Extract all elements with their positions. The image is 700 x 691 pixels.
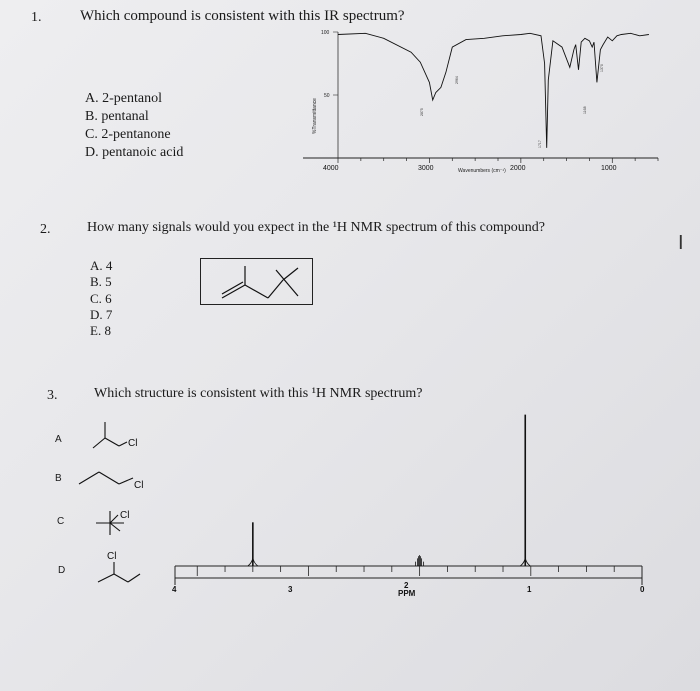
ir-annotation: 1717 xyxy=(538,140,542,148)
q2-skeletal-structure xyxy=(222,266,298,298)
ir-annotation: 2875 xyxy=(420,108,424,116)
ir-annotation: 1370 xyxy=(600,64,604,72)
ir-y-top-label: 100 xyxy=(321,30,330,36)
ir-y-mid-label: 50 xyxy=(324,93,330,99)
ir-annotation: 1168 xyxy=(583,106,587,114)
nmr-x-tick-4: 4 xyxy=(172,585,177,594)
structure-d-cl-label: Cl xyxy=(107,551,117,562)
question-3-text: Which structure is consistent with this ¹H NMR spectrum? xyxy=(94,386,423,401)
q2-options xyxy=(90,258,112,339)
nmr-x-tick-1: 1 xyxy=(527,585,532,594)
ir-x-tick-4000: 4000 xyxy=(323,165,339,172)
q2-option-d: D. 7 xyxy=(90,306,113,322)
q3-structure-c xyxy=(90,505,150,541)
ir-annotation: 2964 xyxy=(455,76,459,84)
structure-a-cl-label: Cl xyxy=(128,438,138,449)
nmr-peaks xyxy=(248,415,530,566)
ir-spectrum-line xyxy=(338,33,649,148)
q3-structure-d xyxy=(90,548,155,588)
q3-choice-d: D xyxy=(58,565,66,576)
ir-x-tick-1000: 1000 xyxy=(601,165,617,172)
text-cursor-icon: I xyxy=(678,232,684,254)
structure-frame xyxy=(201,259,313,305)
ir-y-axis-label: %Transmittance xyxy=(312,98,318,134)
question-3-number: 3. xyxy=(47,388,58,403)
q1-option-a: A. 2-pentanol xyxy=(85,91,162,106)
nmr-spectrum-chart xyxy=(170,400,650,605)
question-2-number: 2. xyxy=(40,222,51,237)
q3-structure-b xyxy=(75,466,155,496)
q1-option-b: B. pentanal xyxy=(85,109,149,124)
nmr-x-tick-3: 3 xyxy=(288,585,293,594)
nmr-x-tick-2: 2 xyxy=(404,581,409,590)
q2-option-c: C. 6 xyxy=(90,290,112,306)
q1-options xyxy=(85,90,183,162)
question-1-text: Which compound is consistent with this IR spectrum? xyxy=(80,8,405,24)
q3-choice-b: B xyxy=(55,473,62,484)
nmr-x-tick-0: 0 xyxy=(640,585,645,594)
question-2-text: How many signals would you expect in the ¹H NMR spectrum of this compound? xyxy=(87,220,545,235)
ir-spectrum-chart xyxy=(312,22,663,177)
q2-structure-box xyxy=(200,258,314,306)
ir-x-tick-3000: 3000 xyxy=(418,165,434,172)
q2-option-b: B. 5 xyxy=(90,274,112,290)
q2-option-e: E. 8 xyxy=(90,323,111,339)
q3-choice-c: C xyxy=(57,516,65,527)
q1-option-c: C. 2-pentanone xyxy=(85,127,171,142)
nmr-ticks xyxy=(197,566,642,576)
nmr-x-axis-label: PPM xyxy=(398,589,416,598)
ir-minor-ticks xyxy=(338,158,658,163)
ir-x-axis-label: Wavenumbers (cm⁻¹) xyxy=(458,168,506,174)
q1-option-d: D. pentanoic acid xyxy=(85,145,184,160)
question-1-number: 1. xyxy=(31,10,42,25)
q3-structure-a xyxy=(85,418,155,454)
q3-choice-a: A xyxy=(55,434,62,445)
q2-option-a: A. 4 xyxy=(90,258,113,273)
structure-b-cl-label: Cl xyxy=(134,480,144,491)
structure-c-cl-label: Cl xyxy=(120,510,130,521)
ir-x-tick-2000: 2000 xyxy=(510,165,526,172)
